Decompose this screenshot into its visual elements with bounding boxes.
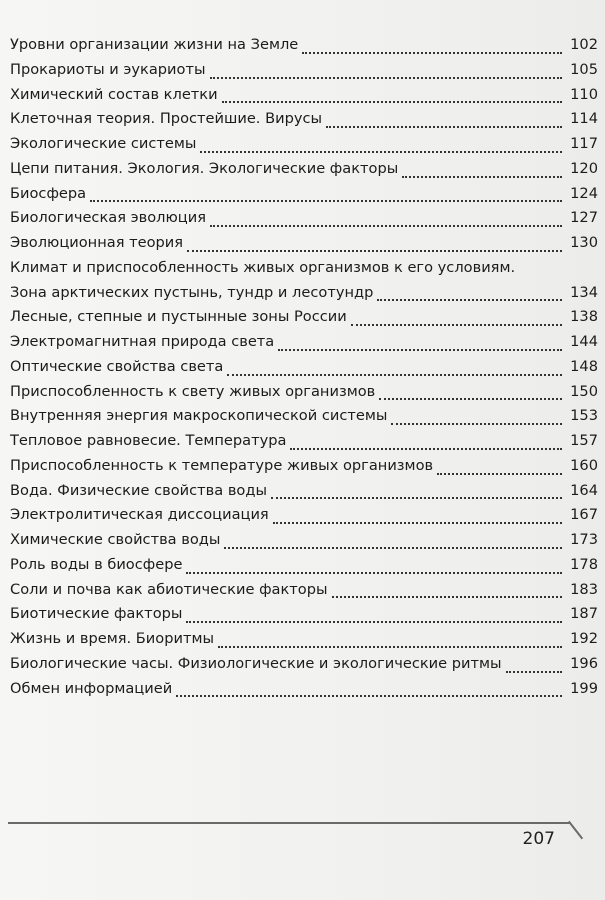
toc-entry-page: 127 — [570, 209, 598, 227]
dot-leader — [210, 200, 562, 227]
toc-entry-page: 178 — [570, 555, 598, 573]
dot-leader — [290, 423, 562, 450]
toc-entry-page: 120 — [570, 159, 598, 177]
toc-entry-page: 110 — [570, 85, 598, 103]
dot-leader — [200, 126, 562, 153]
toc-entry-page: 102 — [570, 36, 598, 53]
dot-leader — [377, 275, 562, 302]
toc-entry — [10, 231, 598, 256]
table-of-contents — [10, 33, 598, 701]
dot-leader — [210, 52, 562, 79]
toc-entry-page: 160 — [570, 456, 598, 474]
dot-leader — [227, 349, 562, 376]
toc-entry-title: Биосфера — [10, 184, 87, 202]
toc-entry-page: 124 — [570, 184, 598, 202]
toc-entry-title: Цепи питания. Экология. Экологические факторы — [10, 159, 399, 177]
toc-entry-page: 150 — [570, 382, 598, 400]
dot-leader — [90, 176, 562, 203]
toc-entry-page: 199 — [570, 679, 598, 697]
toc-entry-title: Биологические часы. Физиологические и экологические ритмы — [10, 654, 502, 672]
toc-entry-page: 134 — [570, 283, 598, 301]
toc-entry-title: Оптические свойства света — [10, 357, 224, 375]
dot-leader — [437, 448, 562, 475]
toc-entry-title: Лесные, степные и пустынные зоны России — [10, 308, 347, 326]
dot-leader — [402, 151, 562, 178]
toc-entry-title: Экологические системы — [10, 135, 197, 152]
toc-entry-title: Клеточная теория. Простейшие. Вирусы — [10, 110, 323, 128]
toc-entry-page: 130 — [570, 234, 598, 251]
toc-entry-title: Внутренняя энергия макроскопической системы — [10, 407, 388, 425]
dot-leader — [278, 324, 562, 351]
toc-entry-page: 105 — [570, 60, 598, 78]
dot-leader — [218, 621, 562, 648]
toc-entry-page: 173 — [570, 531, 598, 548]
toc-entry-title: Приспособленность к свету живых организмов — [10, 382, 376, 400]
dot-leader — [186, 596, 562, 623]
toc-entry-page: 157 — [570, 432, 598, 449]
toc-entry-page: 114 — [570, 110, 598, 128]
toc-entry-page: 117 — [570, 135, 598, 152]
dot-leader — [187, 225, 562, 252]
toc-entry-title: Роль воды в биосфере — [10, 555, 183, 573]
toc-entry-page: 148 — [570, 357, 598, 375]
toc-entry-title: Биотические факторы — [10, 605, 183, 623]
toc-entry-page: 187 — [570, 605, 598, 623]
toc-entry-page: 144 — [570, 333, 598, 350]
dot-leader — [326, 101, 562, 128]
toc-entry-page: 153 — [570, 407, 598, 425]
toc-entry-title: Электролитическая диссоциация — [10, 506, 269, 524]
dot-leader — [391, 398, 562, 425]
footer-rule-tick — [568, 821, 583, 840]
dot-leader — [224, 522, 562, 549]
dot-leader — [332, 572, 562, 599]
toc-entry-title: Эволюционная теория — [10, 234, 184, 251]
dot-leader — [351, 299, 562, 326]
toc-entry — [10, 677, 598, 702]
toc-entry-title: Биологическая эволюция — [10, 209, 206, 227]
toc-entry-title: Вода. Физические свойства воды — [10, 481, 267, 499]
toc-entry-page: 192 — [570, 630, 598, 647]
dot-leader — [222, 77, 562, 104]
toc-entry-title: Электромагнитная природа света — [10, 333, 275, 350]
toc-entry-title: Тепловое равновесие. Температура — [10, 432, 287, 449]
toc-entry-title: Уровни организации жизни на Земле — [10, 36, 299, 53]
toc-entry-title: Приспособленность к температуре живых организмов — [10, 456, 434, 474]
toc-entry-title: Соли и почва как абиотические факторы — [10, 580, 328, 598]
toc-entry-title: Химические свойства воды — [10, 531, 221, 548]
toc-entry-title: Обмен информацией — [10, 679, 173, 697]
toc-entry-title: Прокариоты и эукариоты — [10, 60, 206, 78]
dot-leader — [186, 547, 562, 574]
dot-leader — [379, 374, 562, 401]
footer-rule — [8, 822, 570, 824]
toc-entry-page: 183 — [570, 580, 598, 598]
toc-entry-title: Зона арктических пустынь, тундр и лесотундр — [10, 283, 374, 301]
dot-leader — [271, 473, 562, 500]
page-number: 207 — [522, 829, 555, 849]
dot-leader — [302, 27, 562, 54]
dot-leader — [506, 646, 562, 673]
toc-entry-title: Жизнь и время. Биоритмы — [10, 630, 214, 647]
dot-leader — [273, 497, 562, 524]
toc-entry-page: 167 — [570, 506, 598, 524]
toc-entry-page: 196 — [570, 654, 598, 672]
toc-entry-title: Химический состав клетки — [10, 85, 218, 103]
dot-leader — [176, 671, 562, 698]
toc-entry-title: Климат и приспособленность живых организмов к его условиям. — [10, 258, 516, 276]
toc-entry-page: 138 — [570, 308, 598, 326]
toc-entry-page: 164 — [570, 481, 598, 499]
